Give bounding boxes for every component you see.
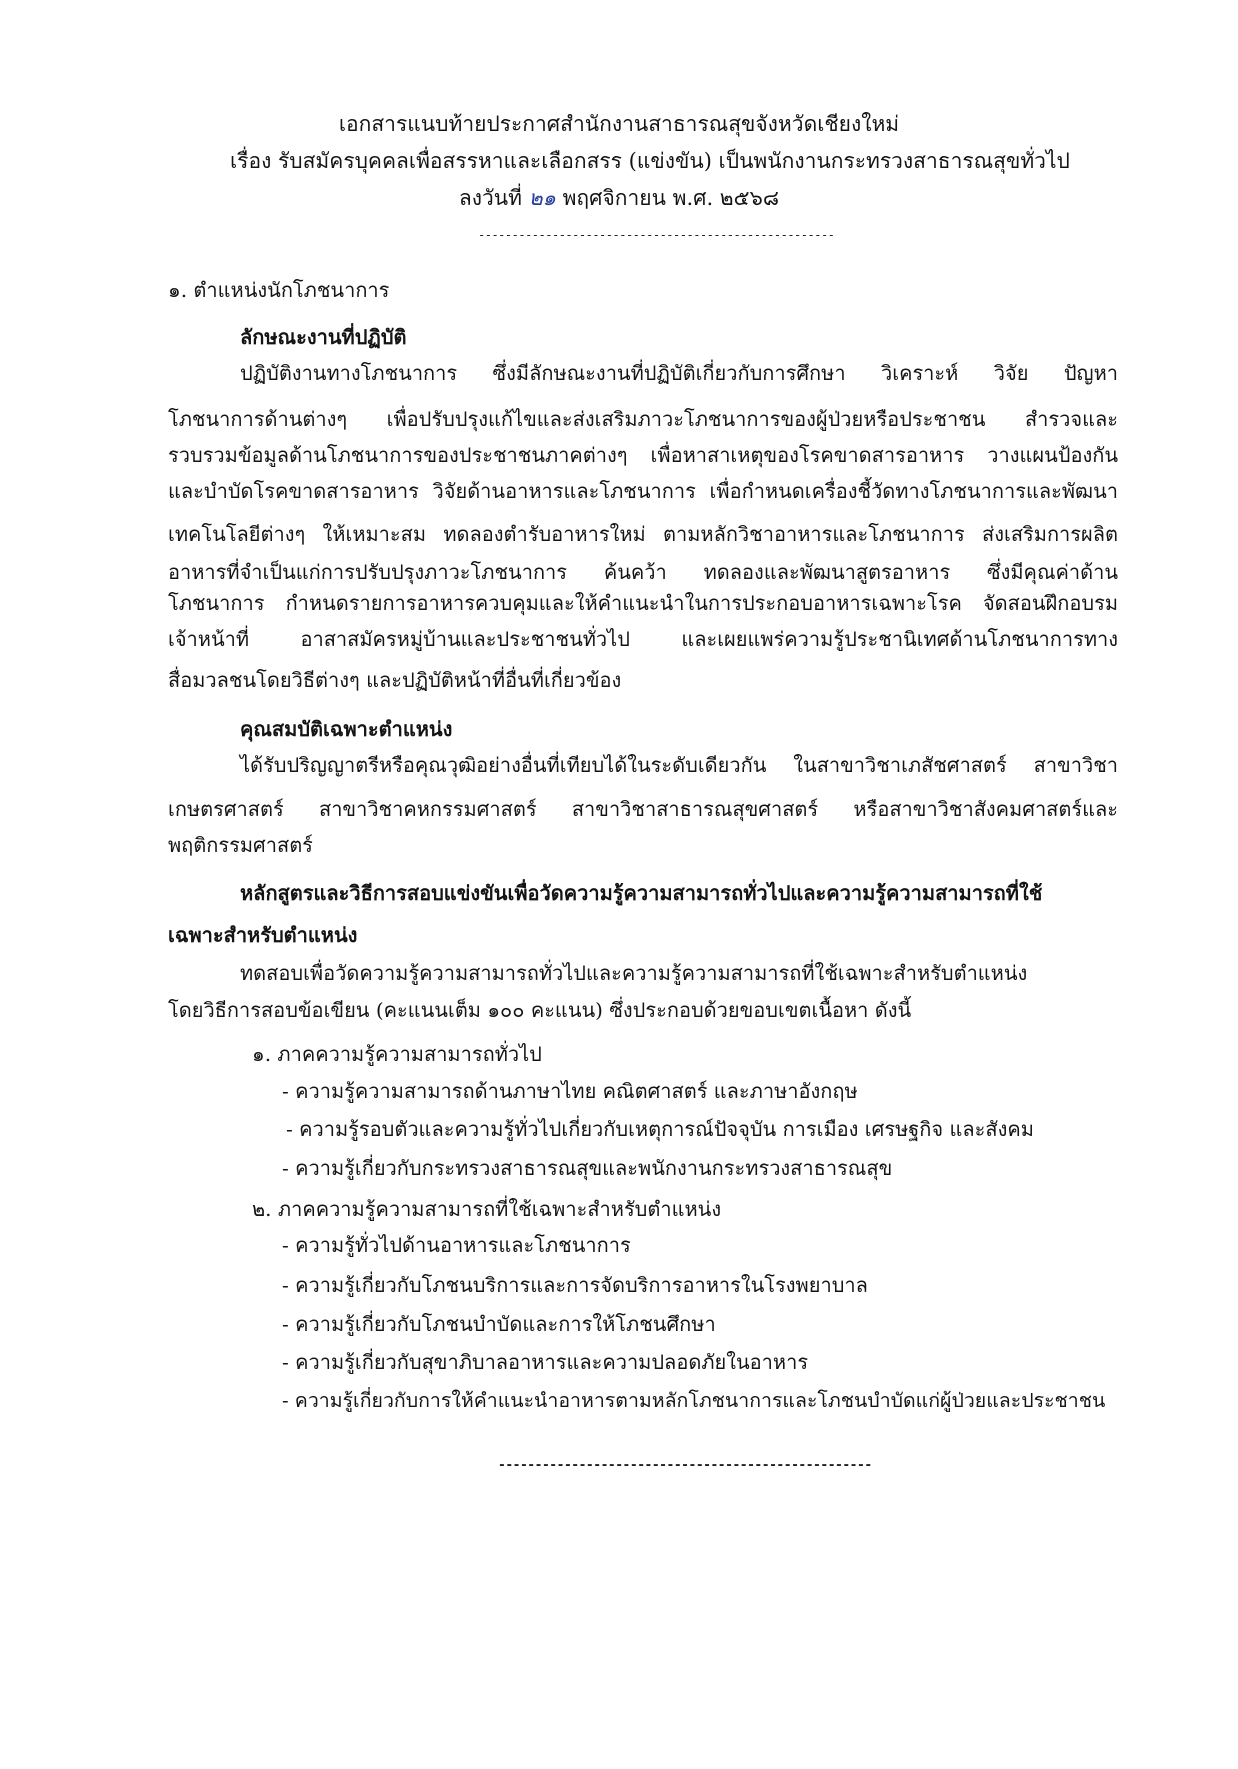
duties-heading: ลักษณะงานที่ปฏิบัติ <box>240 325 407 349</box>
duties-line: อาหารที่จำเป็นแก่การปรับปรุงภาวะโภชนาการ ค้นคว้า ทดลองและพัฒนาสูตรอาหาร ซึ่งมีคุณค่าด้าน <box>168 560 1118 584</box>
part2-item: - ความรู้เกี่ยวกับการให้คำแนะนำอาหารตามหลักโภชนาการและโภชนบำบัดแก่ผู้ป่วยและประชาชน <box>282 1389 1106 1412</box>
duties-line: รวบรวมข้อมูลด้านโภชนาการของประชาชนภาคต่างๆ เพื่อหาสาเหตุของโรคขาดสารอาหาร วางแผนป้องกัน <box>168 443 1118 467</box>
duties-line: และบำบัดโรคขาดสารอาหาร วิจัยด้านอาหารและโภชนาการ เพื่อกำหนดเครื่องชี้วัดทางโภชนาการและพัฒนา <box>168 479 1118 503</box>
header-title: เอกสารแนบท้ายประกาศสำนักงานสาธารณสุขจังหวัดเชียงใหม่ <box>338 112 900 136</box>
qualification-line: พฤติกรรมศาสตร์ <box>168 833 313 857</box>
part1-item: - ความรู้เกี่ยวกับกระทรวงสาธารณสุขและพนักงานกระทรวงสาธารณสุข <box>282 1156 893 1180</box>
part1-item: - ความรู้รอบตัวและความรู้ทั่วไปเกี่ยวกับเหตุการณ์ปัจจุบัน การเมือง เศรษฐกิจ และสังคม <box>286 1117 1034 1141</box>
part1-item: - ความรู้ความสามารถด้านภาษาไทย คณิตศาสตร์ และภาษาอังกฤษ <box>282 1079 858 1103</box>
duties-line: ปฏิบัติงานทางโภชนาการ ซึ่งมีลักษณะงานที่ปฏิบัติเกี่ยวกับการศึกษา วิเคราะห์ วิจัย ปัญหา <box>240 361 1118 385</box>
qualification-line: ได้รับปริญญาตรีหรือคุณวุฒิอย่างอื่นที่เทียบได้ในระดับเดียวกัน ในสาขาวิชาเภสัชศาสตร์ สาขาวิชา <box>240 753 1118 777</box>
part2-title: ๒. ภาคความรู้ความสามารถที่ใช้เฉพาะสำหรับตำแหน่ง <box>252 1197 722 1221</box>
qualification-line: เกษตรศาสตร์ สาขาวิชาคหกรรมศาสตร์ สาขาวิชาสาธารณสุขศาสตร์ หรือสาขาวิชาสังคมศาสตร์และ <box>168 797 1118 821</box>
part1-title: ๑. ภาคความรู้ความสามารถทั่วไป <box>252 1042 542 1066</box>
header-date-day: ๒๑ <box>528 186 556 210</box>
header-date-prefix: ลงวันที่ <box>458 186 523 210</box>
exam-line: โดยวิธีการสอบข้อเขียน (คะแนนเต็ม ๑๐๐ คะแนน) ซึ่งประกอบด้วยขอบเขตเนื้อหา ดังนี้ <box>168 998 912 1022</box>
exam-heading: หลักสูตรและวิธีการสอบแข่งขันเพื่อวัดความรู้ความสามารถทั่วไปและความรู้ความสามารถที่ใช้ <box>240 881 1043 905</box>
duties-line: โภชนาการ กำหนดรายการอาหารควบคุมและให้คำแนะนำในการประกอบอาหารเฉพาะโรค จัดสอนฝึกอบรม <box>168 591 1118 615</box>
header-subject: เรื่อง รับสมัครบุคคลเพื่อสรรหาและเลือกสรร (แข่งขัน) เป็นพนักงานกระทรวงสาธารณสุขทั่วไป <box>230 149 1070 173</box>
part2-item: - ความรู้ทั่วไปด้านอาหารและโภชนาการ <box>282 1233 631 1257</box>
exam-line: ทดสอบเพื่อวัดความรู้ความสามารถทั่วไปและความรู้ความสามารถที่ใช้เฉพาะสำหรับตำแหน่ง <box>240 961 1028 985</box>
duties-line: เทคโนโลยีต่างๆ ให้เหมาะสม ทดลองตำรับอาหารใหม่ ตามหลักวิชาอาหารและโภชนาการ ส่งเสริมการผลิต <box>168 522 1118 546</box>
qualification-heading: คุณสมบัติเฉพาะตำแหน่ง <box>240 717 453 741</box>
position-title: ๑. ตำแหน่งนักโภชนาการ <box>168 278 390 302</box>
part2-item: - ความรู้เกี่ยวกับโภชนบริการและการจัดบริการอาหารในโรงพยาบาล <box>282 1273 868 1297</box>
footer-divider: --------------------------------------------------- <box>498 1458 872 1473</box>
part2-item: - ความรู้เกี่ยวกับสุขาภิบาลอาหารและความปลอดภัยในอาหาร <box>282 1350 809 1374</box>
part2-item: - ความรู้เกี่ยวกับโภชนบำบัดและการให้โภชนศึกษา <box>282 1312 716 1336</box>
exam-heading: เฉพาะสำหรับตำแหน่ง <box>168 923 358 947</box>
header-divider: ----------------------------------------------------- <box>478 228 835 242</box>
duties-line: โภชนาการด้านต่างๆ เพื่อปรับปรุงแก้ไขและส่งเสริมภาวะโภชนาการของผู้ป่วยหรือประชาชน สำรวจและ <box>168 407 1118 431</box>
header-date-rest: พฤศจิกายน พ.ศ. ๒๕๖๘ <box>562 186 780 210</box>
duties-line: เจ้าหน้าที่ อาสาสมัครหมู่บ้านและประชาชนทั่วไป และเผยแพร่ความรู้ประชานิเทศด้านโภชนาการทาง <box>168 627 1118 651</box>
duties-line: สื่อมวลชนโดยวิธีต่างๆ และปฏิบัติหน้าที่อื่นที่เกี่ยวข้อง <box>168 668 622 692</box>
header-date <box>0 178 1238 218</box>
